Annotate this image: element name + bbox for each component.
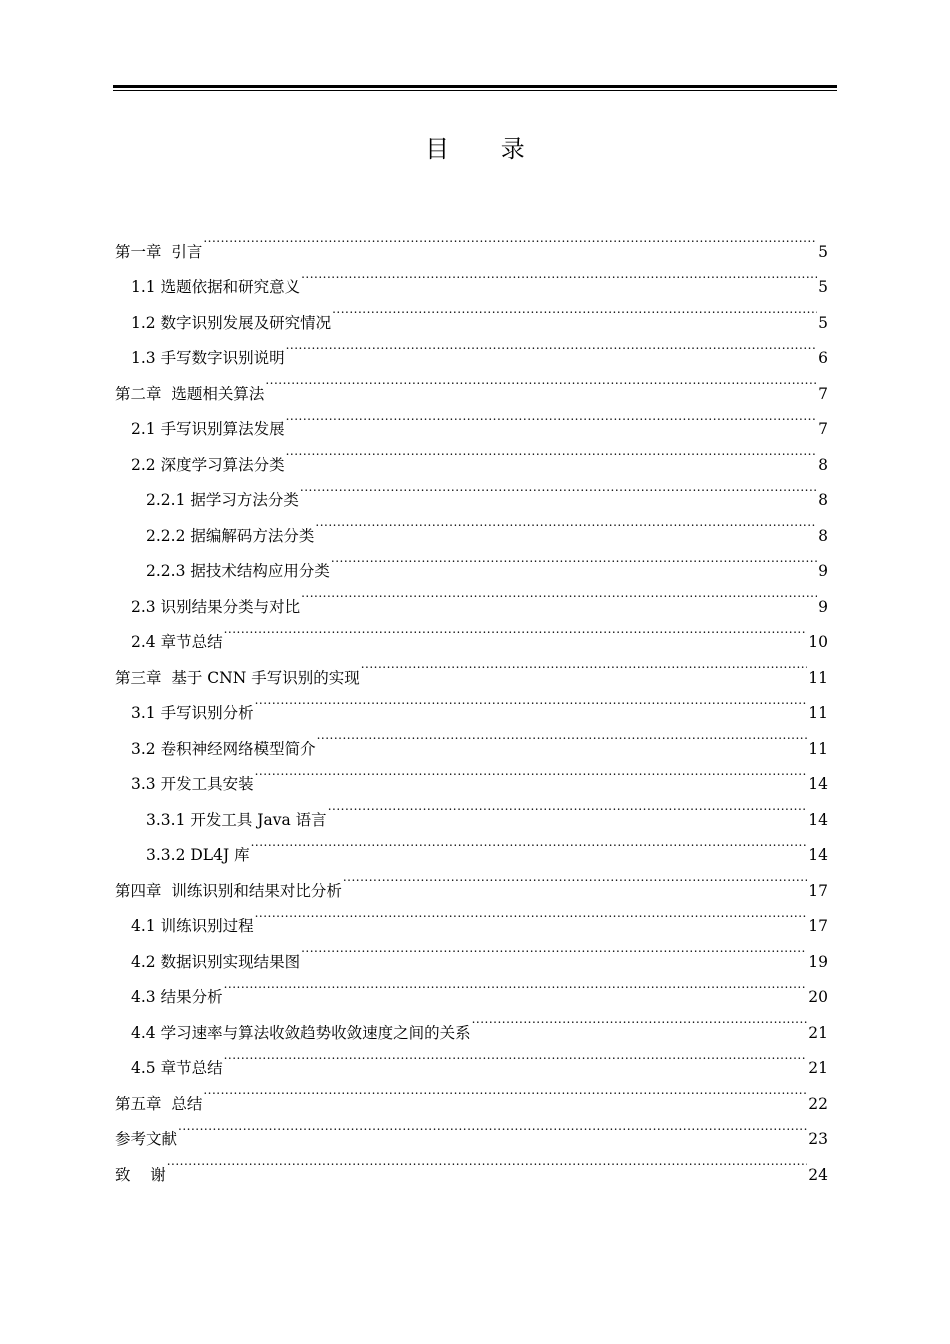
toc-entry-label: 2.2.1 据学习方法分类 [146, 491, 299, 509]
toc-entry-label: 3.3.1 开发工具 Java 语言 [146, 810, 327, 829]
toc-entry-label: 3.3.2 DL4J 库 [146, 846, 250, 864]
toc-entry-label: 1.3 手写数字识别说明 [131, 349, 285, 367]
toc-dot-leader [255, 754, 808, 790]
toc-entry-page-number: 14 [808, 810, 828, 829]
toc-dot-leader [343, 860, 807, 896]
toc-entry-page-number: 5 [818, 313, 828, 332]
toc-entry-label: 第三章 基于 CNN 手写识别的实现 [115, 668, 360, 687]
toc-entry-label: 4.2 数据识别实现结果图 [131, 952, 301, 971]
toc-entry-page-number: 11 [808, 704, 828, 722]
toc-dot-leader [203, 1073, 807, 1109]
toc-entry[interactable] [115, 1109, 828, 1148]
toc-entry-page-number: 8 [818, 455, 828, 474]
toc-entry-page-number: 10 [808, 633, 828, 651]
toc-entry-label: 第二章 选题相关算法 [115, 384, 265, 403]
toc-dot-leader [224, 967, 808, 1003]
toc-entry-label: 2.4 章节总结 [131, 633, 223, 651]
header-rule-thick-line [113, 85, 837, 88]
toc-dot-leader [317, 718, 808, 754]
toc-dot-leader [315, 505, 817, 541]
toc-entry-label: 2.2.3 据技术结构应用分类 [146, 562, 330, 580]
toc-entry-page-number: 8 [818, 526, 828, 545]
toc-dot-leader [251, 825, 808, 861]
toc-entry-page-number: 24 [808, 1165, 828, 1184]
toc-entry-label: 4.3 结果分析 [131, 988, 223, 1006]
toc-dot-leader [224, 1038, 808, 1074]
toc-entry-page-number: 11 [808, 739, 828, 758]
toc-entry-label: 1.1 选题依据和研究意义 [131, 278, 301, 296]
toc-entry-label: 第四章 训练识别和结果对比分析 [115, 881, 342, 900]
toc-dot-leader [301, 257, 817, 293]
toc-entry-page-number: 8 [818, 491, 828, 509]
toc-entry-page-number: 5 [818, 278, 828, 296]
toc-dot-leader [361, 647, 808, 683]
toc-entry-label: 2.2 深度学习算法分类 [131, 455, 285, 474]
header-rule [113, 85, 837, 91]
toc-entry-page-number: 5 [818, 242, 828, 261]
header-rule-thin-line [113, 90, 837, 91]
toc-entry[interactable] [115, 257, 828, 296]
toc-entry-page-number: 9 [818, 562, 828, 580]
toc-entry-page-number: 22 [808, 1094, 828, 1113]
toc-entry[interactable] [115, 1073, 828, 1113]
toc-entry-page-number: 17 [808, 881, 828, 900]
toc-entry-page-number: 21 [808, 1023, 828, 1042]
toc-entry-label: 1.2 数字识别发展及研究情况 [131, 313, 332, 332]
toc-entry-label: 2.3 识别结果分类与对比 [131, 597, 301, 616]
toc-entry-label: 3.2 卷积神经网络模型简介 [131, 739, 316, 758]
toc-entry-label: 第五章 总结 [115, 1094, 203, 1113]
toc-dot-leader [332, 292, 817, 328]
toc-entry-page-number: 17 [808, 917, 828, 935]
toc-entry-label: 致 谢 [115, 1165, 166, 1184]
toc-entry-page-number: 14 [808, 775, 828, 793]
toc-dot-leader [472, 1002, 808, 1038]
toc-dot-leader [331, 541, 817, 577]
toc-entry-label: 4.5 章节总结 [131, 1059, 223, 1077]
toc-entry[interactable] [115, 221, 828, 261]
toc-entry-page-number: 9 [818, 597, 828, 616]
toc-dot-leader [286, 434, 818, 470]
toc-dot-leader [178, 1109, 807, 1145]
toc-dot-leader [265, 363, 817, 399]
toc-entry-page-number: 7 [818, 420, 828, 438]
toc-dot-leader [286, 399, 818, 435]
toc-dot-leader [255, 896, 808, 932]
toc-entry-label: 4.1 训练识别过程 [131, 917, 254, 935]
toc-entry-label: 3.1 手写识别分析 [131, 704, 254, 722]
toc-entry-label: 4.4 学习速率与算法收敛趋势收敛速度之间的关系 [131, 1023, 471, 1042]
toc-dot-leader [255, 683, 808, 719]
toc-entry-page-number: 7 [818, 384, 828, 403]
table-of-contents [115, 221, 828, 1184]
toc-title: 目 录 [425, 135, 547, 163]
toc-dot-leader [328, 789, 808, 825]
toc-entry-label: 3.3 开发工具安装 [131, 775, 254, 793]
toc-entry-label: 参考文献 [115, 1130, 178, 1148]
toc-dot-leader [224, 612, 808, 648]
toc-entry-label: 2.2.2 据编解码方法分类 [146, 526, 315, 545]
toc-entry-label: 2.1 手写识别算法发展 [131, 420, 285, 438]
toc-dot-leader [286, 328, 818, 364]
toc-dot-leader [300, 470, 817, 506]
toc-entry-page-number: 20 [808, 988, 828, 1006]
toc-entry-page-number: 14 [808, 846, 828, 864]
toc-entry-page-number: 23 [808, 1130, 828, 1148]
toc-dot-leader [203, 221, 817, 257]
toc-entry-page-number: 11 [808, 668, 828, 687]
toc-entry[interactable] [115, 1144, 828, 1184]
toc-dot-leader [301, 931, 807, 967]
toc-dot-leader [167, 1144, 808, 1180]
toc-entry-page-number: 21 [808, 1059, 828, 1077]
toc-entry-page-number: 6 [818, 349, 828, 367]
toc-entry-page-number: 19 [808, 952, 828, 971]
toc-entry-label: 第一章 引言 [115, 242, 203, 261]
toc-dot-leader [301, 576, 817, 612]
